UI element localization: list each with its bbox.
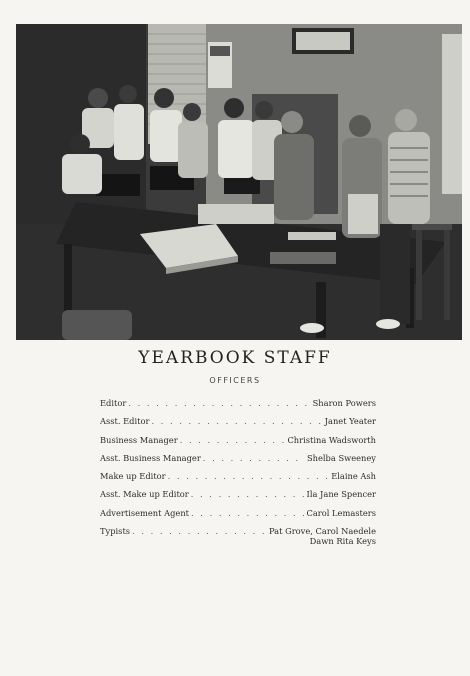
page-title: YEARBOOK STAFF <box>138 348 332 368</box>
officer-row-advertisement-agent <box>100 508 376 526</box>
dot-leader <box>180 435 286 445</box>
officer-name: Sharon Powers <box>312 398 376 408</box>
dot-leader <box>203 453 305 463</box>
officer-role: Advertisement Agent <box>100 507 190 518</box>
section-subtitle: OFFICERS <box>209 376 261 385</box>
officer-role: Business Manager <box>100 434 178 445</box>
officer-role: Make up Editor <box>100 471 166 482</box>
officer-name: Elaine Ash <box>331 471 376 482</box>
officer-name: Janet Yeater <box>324 416 376 427</box>
officer-row-typists <box>100 526 376 546</box>
officer-row-make-up-editor <box>100 471 376 489</box>
typist-names-line-1: Pat Grove, Carol Naedele <box>268 526 376 537</box>
dot-leader <box>168 471 330 481</box>
officer-role: Editor <box>100 398 127 408</box>
dot-leader <box>191 508 304 518</box>
officer-row-asst-editor <box>100 416 376 434</box>
officer-name: Carol Lemasters <box>306 507 376 518</box>
officer-role: Asst. Editor <box>100 416 150 427</box>
officer-role: Asst. Business Manager <box>100 452 201 463</box>
officer-name <box>269 526 376 546</box>
officer-name: Shelba Sweeney <box>306 452 376 463</box>
typist-names-line-2: Dawn Rita Keys <box>309 536 376 547</box>
officers-list <box>100 398 376 546</box>
dot-leader <box>128 398 310 408</box>
dot-leader <box>191 489 305 499</box>
officer-role: Typists <box>100 526 131 537</box>
officer-row-editor <box>100 398 376 416</box>
officer-role: Asst. Make up Editor <box>100 489 189 500</box>
officer-row-business-manager <box>100 435 376 453</box>
officer-row-asst-make-up-editor <box>100 489 376 507</box>
photo-illustration <box>16 24 462 340</box>
dot-leader <box>132 526 267 536</box>
officer-name: Ila Jane Spencer <box>306 489 376 500</box>
officer-name: Christina Wadsworth <box>287 434 376 445</box>
staff-group-photo <box>16 24 462 340</box>
dot-leader <box>151 416 322 426</box>
officer-row-asst-business-manager <box>100 453 376 471</box>
